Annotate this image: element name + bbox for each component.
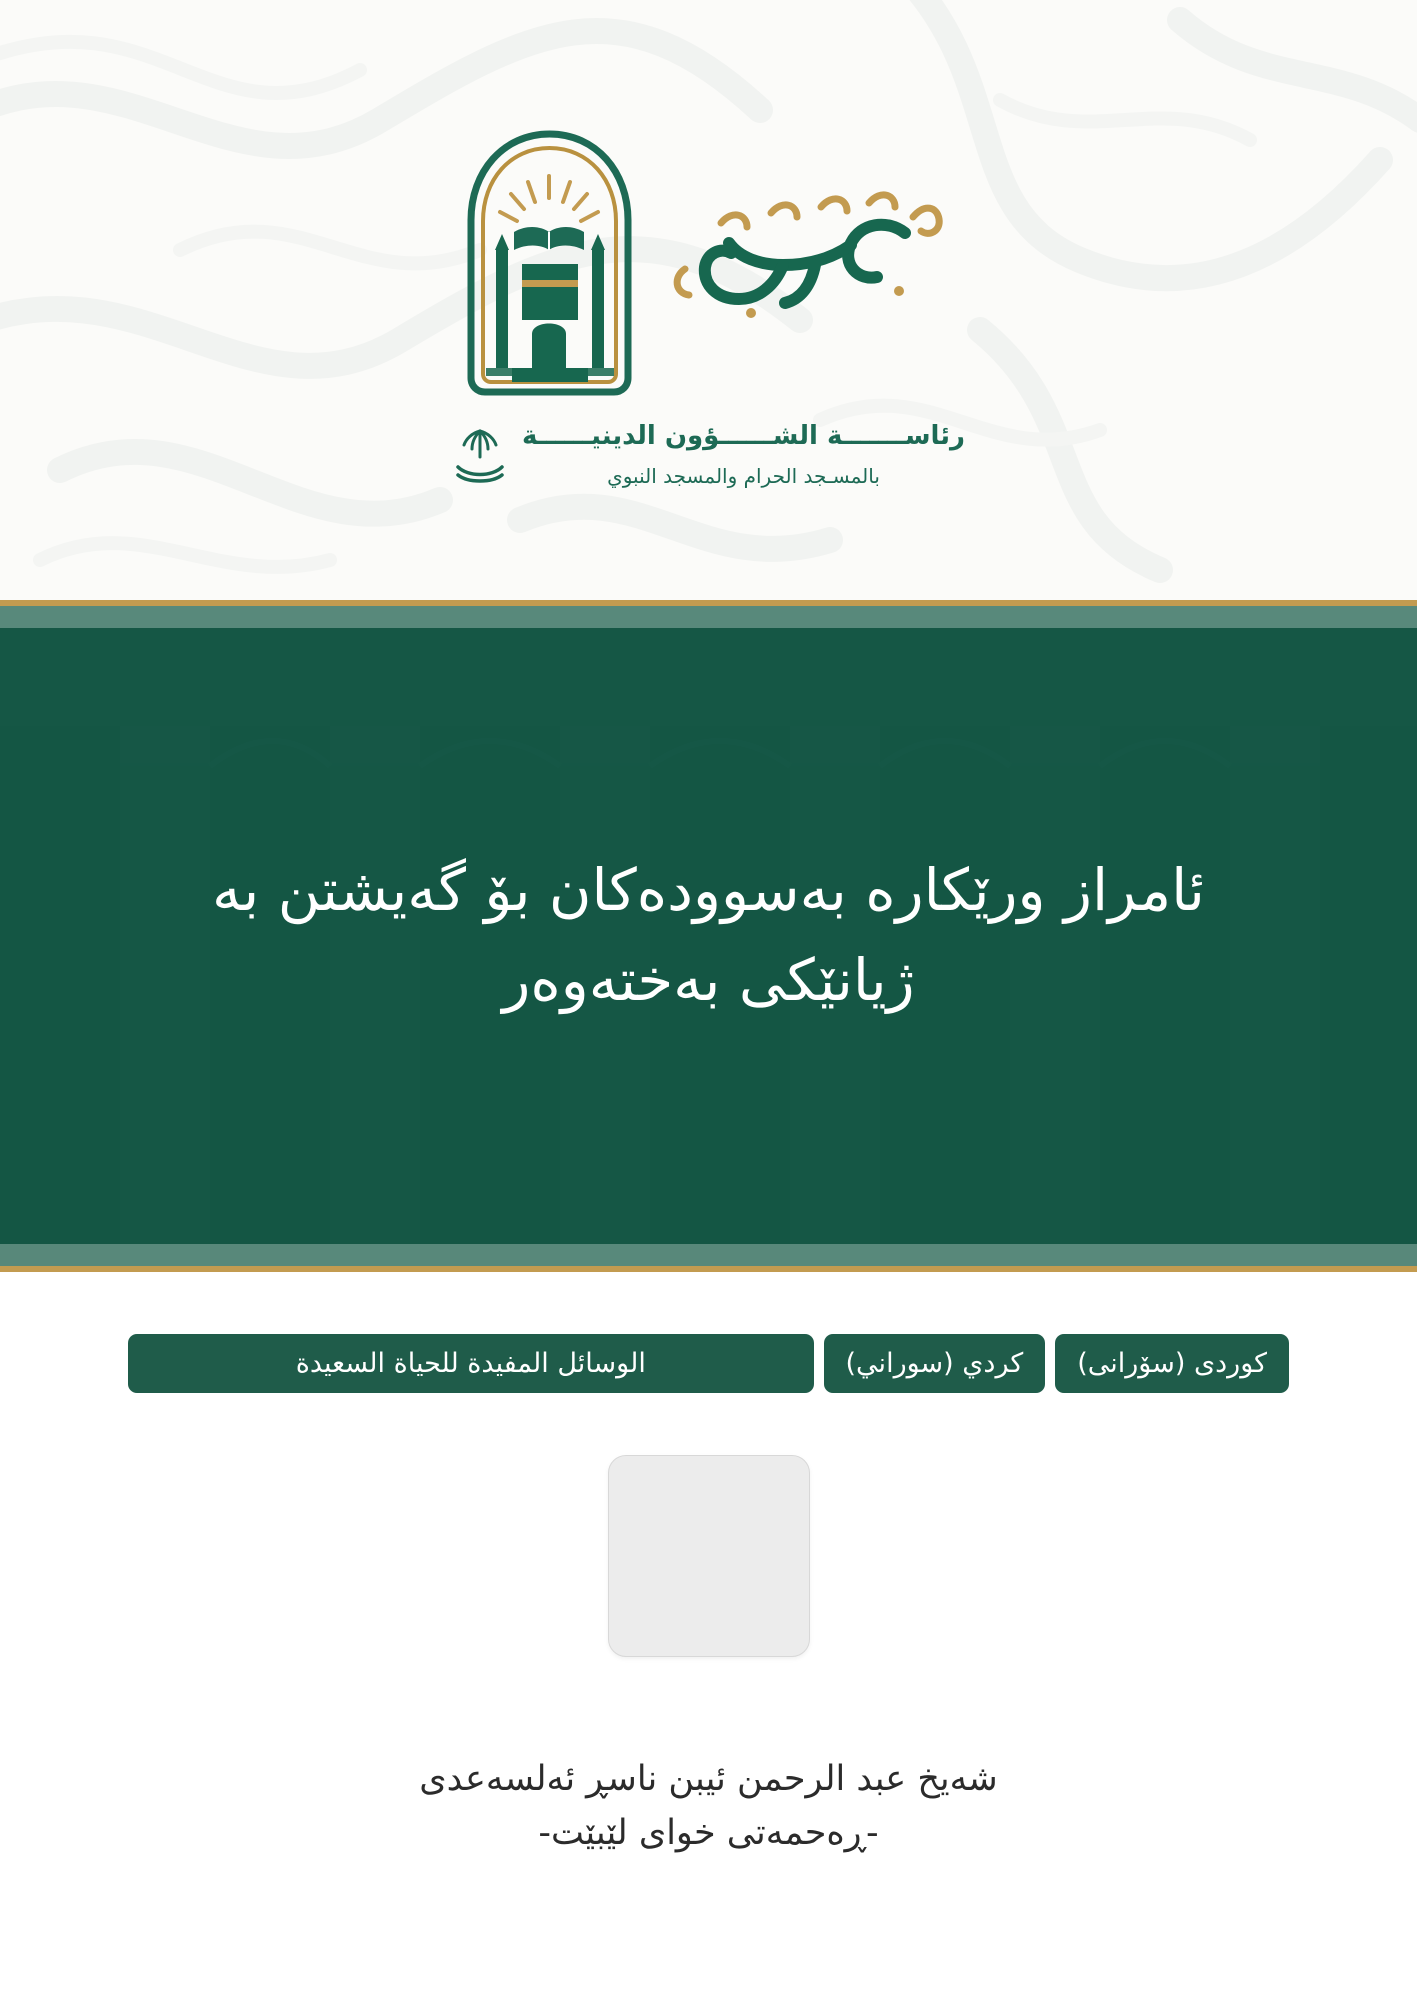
band-edge-top [0,606,1417,628]
header-content [0,0,1417,600]
page-title: ئامراز ورێکاره‌ به‌سووده‌کان بۆ گه‌یشتن به‌ ژیانێکی به‌خته‌وه‌ر [212,856,1205,1014]
chip-arabic-title[interactable]: الوسائل المفيدة للحياة السعيدة [128,1334,814,1393]
authority-line-2: بالمسـجد الحرام والمسجد النبوي [607,463,880,488]
chip-language-arabic-sorani[interactable]: كردي (سوراني) [824,1334,1046,1393]
band-edge-bottom [0,1244,1417,1266]
cover-image-placeholder[interactable] [608,1455,810,1657]
author-name: شه‌یخ عبد الرحمن ئیبن ناسڕ ئه‌لسه‌عدی [419,1759,998,1799]
author-block [0,1752,1417,1861]
cover-image-area [0,1455,1417,1657]
authority-line-1: رئاســـــــة الشــــــؤون الدينيــــــة [522,421,966,452]
authority-text [522,416,965,491]
haramain-calligraphy-wordmark [655,173,955,353]
chip-language-kurdish-sorani[interactable]: كوردی (سۆرانی) [1055,1334,1289,1393]
authority-identity [452,416,965,491]
gold-divider-bottom [0,1266,1417,1272]
saudi-palm-swords-emblem-icon [452,423,508,485]
author-honorific: -ڕه‌حمه‌تی خوای لێبێت- [538,1813,879,1854]
document-header [0,0,1417,600]
haramain-logo [462,128,955,398]
haramain-arch-emblem-icon [462,128,637,398]
metadata-chip-row [0,1334,1417,1393]
title-band [0,606,1417,1266]
